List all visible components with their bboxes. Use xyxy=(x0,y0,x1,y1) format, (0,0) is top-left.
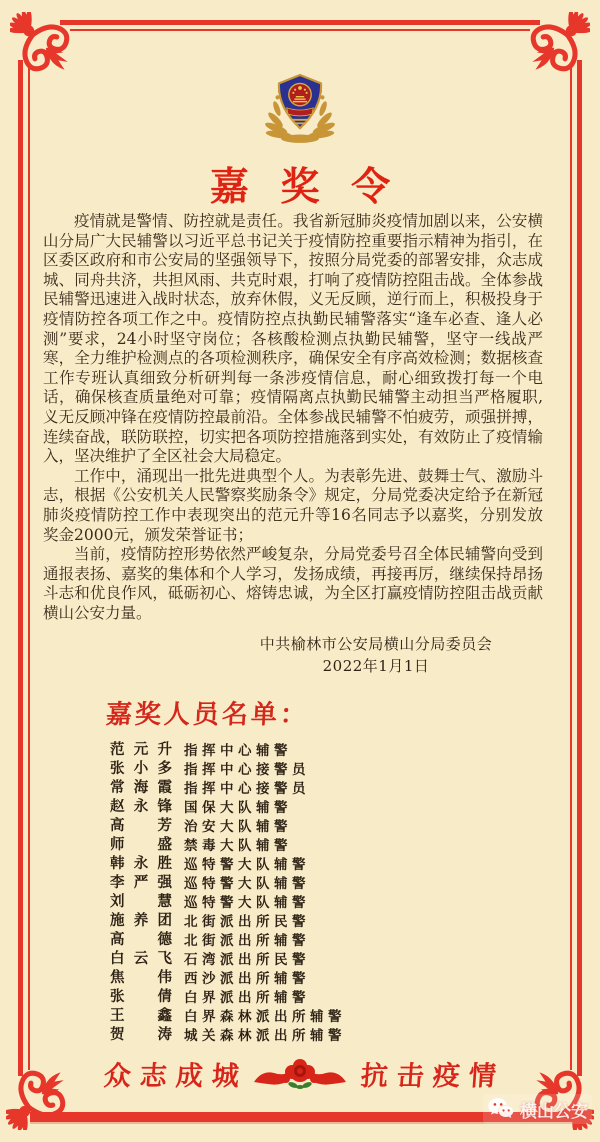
signature-date: 2022年1月1日 xyxy=(322,657,430,675)
roster-heading: 嘉奖人员名单： xyxy=(105,700,310,730)
corner-ornament-icon xyxy=(512,12,590,90)
body-text xyxy=(43,212,543,623)
person-title: 指挥中心接警员 xyxy=(184,761,310,778)
signature-org: 中共榆林市公安局横山分局委员会 xyxy=(259,635,493,653)
signature-block xyxy=(228,633,524,677)
roster-row xyxy=(110,853,346,872)
body-paragraph: 疫情就是警情、防控就是责任。我省新冠肺炎疫情加剧以来，公安横山分局广大民辅警以习近平总书记关于疫情防控重要指示精神为指引，在区委区政府和市公安局的坚强领导下，按照分局党委的部署安排，众志成城、同舟共济，共担风雨、共克时艰，打响了疫情防控阻击战。全体参战民辅警迅速进入战时状态，放弃休假，义无反顾，逆行而上，积极投身于疫情防控各项工作之中。疫情防控点执勤民辅警落实“逢车必查、逢人必测”要求，24小时坚守岗位；各核酸检测点执勤民辅警，坚守一线战严寒，全力维护检测点的各项检测秩序，确保安全有序高效检测；数据核查工作专班认真细致分析研判每一条涉疫情信息，耐心细致拨打每一个电话，确保核查质量绝对可靠；疫情隔离点执勤民辅警主动担当严格履职,义无反顾冲锋在疫情防控最前沿。全体参战民辅警不怕疲劳，顽强拼搏，连续奋战，联防联控，切实把各项防控措施落到实处，有效防止了疫情输入，坚决维护了全区社会大局稳定。 xyxy=(43,212,543,466)
frame-left-thick-line xyxy=(18,60,23,1076)
person-name: 高 芳 xyxy=(110,817,172,834)
person-title: 巡特警大队辅警 xyxy=(184,875,310,892)
slogan-right: 抗击疫情 xyxy=(359,1061,506,1092)
person-title: 西沙派出所辅警 xyxy=(184,970,310,987)
person-title: 北街派出所民警 xyxy=(184,913,310,930)
body-paragraph: 工作中，涌现出一批先进典型个人。为表彰先进、鼓舞士气、激励斗志，根据《公安机关人民警察奖励条令》规定，分局党委决定给予在新冠肺炎疫情防控工作中表现突出的范元升等16名同志予以嘉奖，分别发放奖金2000元，颁发荣誉证书； xyxy=(43,466,543,544)
person-title: 巡特警大队辅警 xyxy=(184,856,310,873)
frame-top-thick-line xyxy=(60,20,540,25)
watermark-label: 横山公安 xyxy=(520,1101,588,1122)
body-paragraph: 当前，疫情防控形势依然严峻复杂，分局党委号召全体民辅警向受到通报表扬、嘉奖的集体和个人学习，发扬成绩，再接再厉，继续保持昂扬斗志和优良作风，砥砺初心、熔铸忠诚，为全区打赢疫情防控阻击战贡献横山公安力量。 xyxy=(43,545,543,622)
person-title: 石湾派出所民警 xyxy=(184,951,310,968)
official-account-watermark xyxy=(483,1094,592,1124)
roster-row xyxy=(110,910,346,929)
person-name: 赵 永 锋 xyxy=(110,798,172,815)
roster-row xyxy=(110,891,346,910)
document-title: 嘉 奖 令 xyxy=(209,164,400,210)
person-title: 北街派出所辅警 xyxy=(184,932,310,949)
roster-row xyxy=(110,834,346,853)
person-title: 巡特警大队辅警 xyxy=(184,894,310,911)
person-name: 刘 慧 xyxy=(110,893,172,910)
person-name: 王 鑫 xyxy=(110,1007,172,1024)
frame-right-thin-line xyxy=(570,66,572,1070)
corner-ornament-icon xyxy=(10,12,88,90)
roster-row xyxy=(110,777,346,796)
roster-row xyxy=(110,967,346,986)
person-title: 白界森林派出所辅警 xyxy=(184,1008,346,1025)
roster-row xyxy=(110,1005,346,1024)
person-name: 师 盛 xyxy=(110,836,172,853)
person-name: 焦 伟 xyxy=(110,969,172,986)
person-name: 韩 永 胜 xyxy=(110,855,172,872)
person-name: 李 严 强 xyxy=(110,874,172,891)
frame-top-thin-line xyxy=(70,29,530,31)
police-badge-icon xyxy=(258,64,342,156)
frame-right-thick-line xyxy=(577,60,582,1076)
person-name: 张 小 多 xyxy=(110,760,172,777)
roster-row xyxy=(110,796,346,815)
roster-row xyxy=(110,929,346,948)
slogan-banner xyxy=(0,1054,600,1093)
person-name: 范 元 升 xyxy=(110,741,172,758)
person-name: 张 倩 xyxy=(110,988,172,1005)
roster-row xyxy=(110,986,346,1005)
wechat-icon xyxy=(487,1096,517,1122)
person-title: 治安大队辅警 xyxy=(184,818,292,835)
person-title: 指挥中心接警员 xyxy=(184,780,310,797)
person-title: 指挥中心辅警 xyxy=(184,742,292,759)
roster-row xyxy=(110,1024,346,1043)
person-name: 白 云 飞 xyxy=(110,950,172,967)
person-title: 禁毒大队辅警 xyxy=(184,837,292,854)
roster-row xyxy=(110,872,346,891)
person-name: 高 德 xyxy=(110,931,172,948)
slogan-left: 众志成城 xyxy=(102,1061,249,1092)
person-name: 施 养 团 xyxy=(110,912,172,929)
person-title: 白界派出所辅警 xyxy=(184,989,310,1006)
frame-left-thin-line xyxy=(28,66,30,1070)
roster-row xyxy=(110,815,346,834)
person-title: 城关森林派出所辅警 xyxy=(184,1027,346,1044)
person-name: 贺 涛 xyxy=(110,1026,172,1043)
person-title: 国保大队辅警 xyxy=(184,799,292,816)
person-name: 常 海 霞 xyxy=(110,779,172,796)
roster-row xyxy=(110,758,346,777)
roster-row xyxy=(110,948,346,967)
flower-ornament-icon xyxy=(252,1057,348,1093)
roster-row xyxy=(110,739,346,758)
roster-list xyxy=(110,739,346,1043)
